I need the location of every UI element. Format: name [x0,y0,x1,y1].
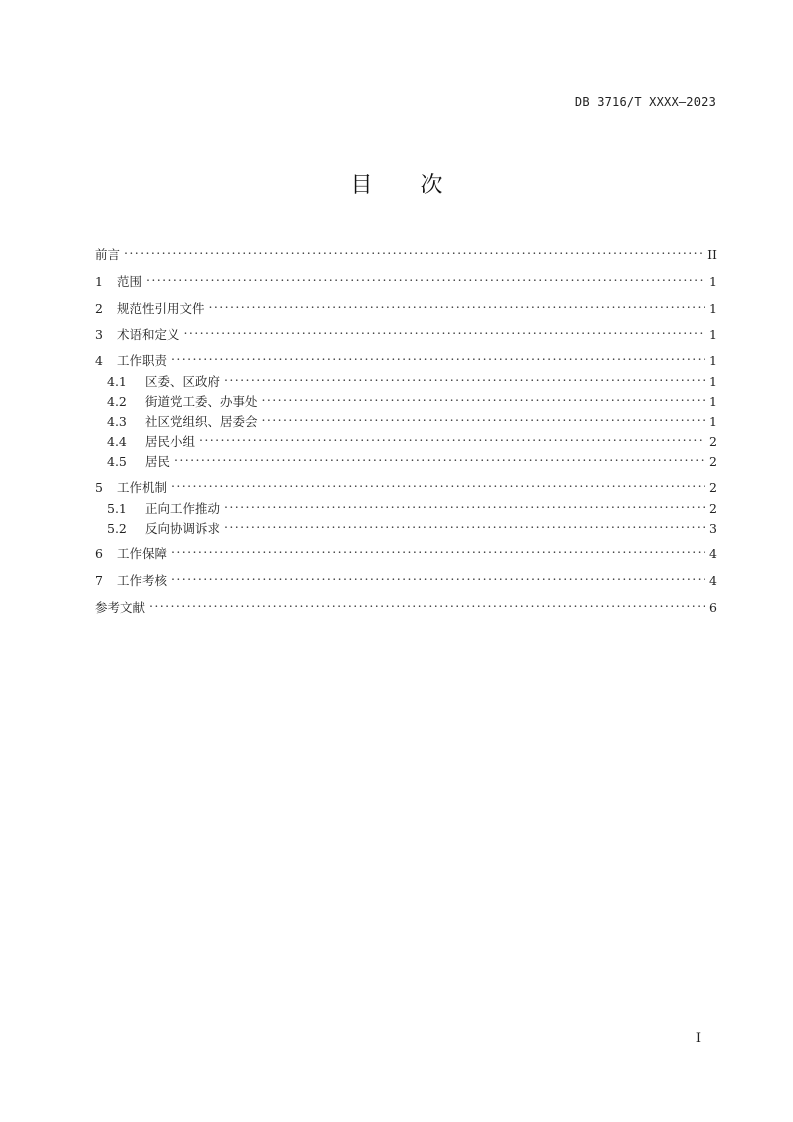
toc-leader-dots [224,368,705,386]
toc-entry-text: 居民 [145,454,171,469]
toc-entry-page: 4 [709,546,717,561]
toc-entry-number: 1 [95,274,103,289]
toc-entry[interactable] [95,295,717,316]
toc-entry-text: 街道党工委、办事处 [145,394,258,409]
toc-entry-text: 工作保障 [117,546,168,561]
toc-entry[interactable] [95,540,717,561]
toc-leader-dots [262,388,706,406]
toc-entry[interactable] [107,428,717,449]
toc-entry-number: 4.1 [107,374,127,389]
toc-entry-number: 4.5 [107,454,127,469]
toc-leader-dots [209,295,706,313]
toc-entry-text: 规范性引用文件 [117,301,205,316]
toc-entry-page: 1 [709,353,717,368]
document-code: DB 3716/T XXXX—2023 [574,95,716,109]
toc-entry-page: 1 [709,414,717,429]
toc-entry-page: 1 [709,301,717,316]
toc-entry-page: 1 [709,327,717,342]
toc-entry-page: 3 [709,521,717,536]
toc-entry[interactable] [95,474,717,495]
toc-entry-page: 2 [709,480,717,495]
toc-leader-dots [146,268,705,286]
toc-entry[interactable] [95,321,717,342]
toc-entry-number: 4.2 [107,394,127,409]
toc-entry-number: 2 [95,301,103,316]
toc-entry-text: 反向协调诉求 [145,521,221,536]
toc-leader-dots [224,515,705,533]
toc-entry-number: 6 [95,546,103,561]
toc-entry-text: 工作职责 [117,353,168,368]
toc-entry-text: 工作机制 [117,480,168,495]
toc-entry[interactable] [95,594,717,615]
toc-leader-dots [199,428,705,446]
toc-entry-text: 范围 [117,274,143,289]
toc-entry-text: 参考文献 [95,600,146,615]
toc-entry-page: 6 [709,600,717,615]
toc-entry-number: 4 [95,353,103,368]
toc-entry-page: 1 [709,274,717,289]
toc-entry[interactable] [95,268,717,289]
toc-leader-dots [184,321,706,339]
toc-entry[interactable] [95,241,717,262]
toc-entry-text: 社区党组织、居委会 [145,414,258,429]
toc-leader-dots [171,347,705,365]
toc-leader-dots [224,495,705,513]
toc-entry-number: 4.4 [107,434,127,449]
toc-entry[interactable] [95,567,717,588]
toc-leader-dots [171,474,705,492]
toc-leader-dots [124,241,703,259]
page-number: I [695,1031,701,1046]
toc-entry-page: 2 [709,434,717,449]
toc-entry[interactable] [107,448,717,469]
toc-entry-number: 5.1 [107,501,127,516]
toc-entry-text: 术语和定义 [117,327,180,342]
toc-entry-number: 5.2 [107,521,127,536]
toc-entry[interactable] [107,515,717,536]
toc-entry-number: 4.3 [107,414,127,429]
toc-leader-dots [174,448,705,466]
toc-leader-dots [149,594,705,612]
toc-entry[interactable] [95,347,717,368]
toc-entry[interactable] [107,408,717,429]
toc-entry-page: 2 [709,454,717,469]
toc-entry-page: 1 [709,374,717,389]
toc-entry-text: 区委、区政府 [145,374,221,389]
toc-entry-text: 正向工作推动 [145,501,221,516]
toc-entry-number: 3 [95,327,103,342]
toc-entry-page: 2 [709,501,717,516]
toc-entry-text: 前言 [95,247,121,262]
toc-entry-text: 工作考核 [117,573,168,588]
toc-entry[interactable] [107,388,717,409]
toc-leader-dots [262,408,706,426]
toc-leader-dots [171,567,705,585]
toc-entry-page: 4 [709,573,717,588]
page-title: 目次 [350,173,491,198]
toc-entry-text: 居民小组 [145,434,196,449]
toc-entry-page: II [707,247,717,262]
toc-entry[interactable] [107,368,717,389]
toc-entry-page: 1 [709,394,717,409]
toc-entry-number: 7 [95,573,103,588]
toc-leader-dots [171,540,705,558]
toc-entry[interactable] [107,495,717,516]
toc-entry-number: 5 [95,480,103,495]
